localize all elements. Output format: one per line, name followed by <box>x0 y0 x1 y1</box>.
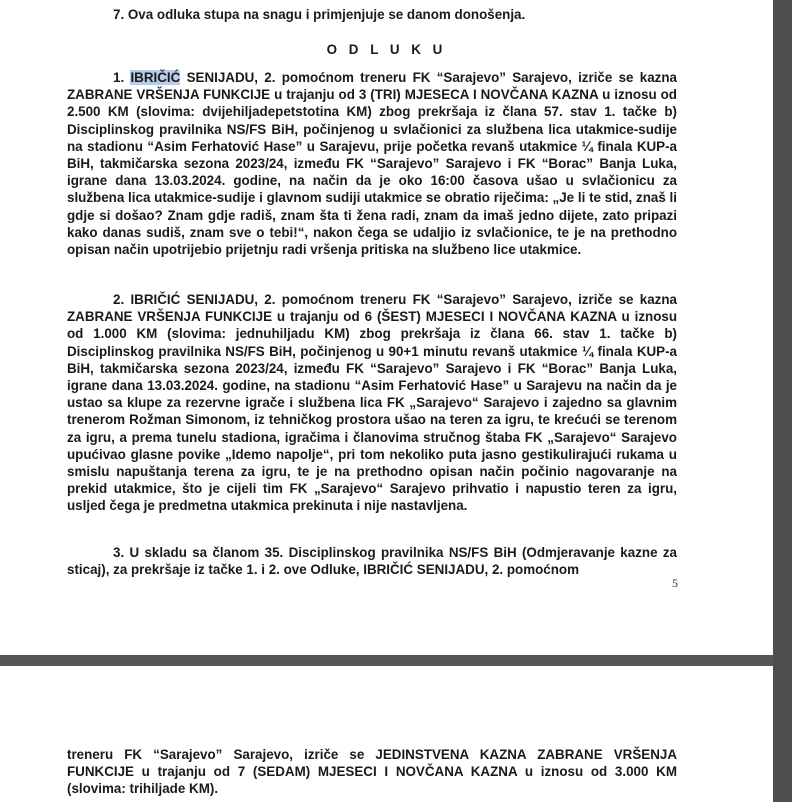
document-page-6 <box>0 666 773 802</box>
page-number: 5 <box>672 576 678 590</box>
item-7-text: 7. Ova odluka stupa na snagu i primjenjuje se danom donošenja. <box>113 7 526 22</box>
decision-item-1 <box>67 69 677 258</box>
decision-item-3 <box>67 544 677 578</box>
decision-item-2 <box>67 291 677 515</box>
viewer-scroll-area[interactable] <box>773 0 792 802</box>
item-3-text: 3. U skladu sa članom 35. Disciplinskog pravilnika NS/FS BiH (Odmjeravanje kazne za sticaj), za prekršaje iz tačke 1. i 2. ove Odluke, IBRIČIĆ SENIJADU, 2. pomoćnom <box>67 545 677 578</box>
item-3-continued-text: treneru FK “Sarajevo” Sarajevo, izriče se JEDINSTVENA KAZNA ZABRANE VRŠENJA FUNKCIJE u trajanju od 7 (SEDAM) MJESECI I NOVČANA KAZNA u iznosu od 3.000 KM (slovima: trihiljade KM). <box>67 747 677 797</box>
section-heading: O D L U K U <box>326 42 447 57</box>
selected-text-highlight[interactable]: IBRIČIĆ <box>130 70 181 85</box>
item-2-text: 2. IBRIČIĆ SENIJADU, 2. pomoćnom treneru FK “Sarajevo” Sarajevo, izriče se kazna ZABRANE VRŠENJA FUNKCIJE u trajanju od 6 (ŠEST) MJESECI I NOVČANA KAZNA u iznosu od 1.000 KM (slovima: jednuhiljadu KM) zbog prekršaja iz člana 66. stav 1. tačke b) Disciplinskog pravilnika NS/FS BiH, počinjenog u 90+1 minutu revanš utakmice ¼ finala KUP-a BiH, takmičarska sezona 2023/24, između FK “Sarajevo” Sarajevo i FK “Borac” Banja Luka, igrane dana 13.03.2024. godine, na stadionu “Asim Ferhatović Hase” u Sarajevu na način da je ustao sa klupe za rezervne igrače i službena lica FK „Sarajevo“ Sarajevo i zajedno sa glavnim trenerom Rožman Simonom, iz tehničkog prostora ušao na teren za igru, te krećući se terenom za igru, a prema tunelu stadiona, igračima i članovima stručnog štaba FK „Sarajevo“ Sarajevo upućivao glasne povike „Idemo napolje“, pri tom nekoliko puta jasno gestikulirajući rukama u smislu napuštanja terena za igru, te je na prethodno opisan način počinio nagovaranje na prekid utakmice, što je cijeli tim FK „Sarajevo“ Sarajevo prihvatio i napustio teren za igru, usljed čega je predmetna utakmica prekinuta i nije nastavljena. <box>67 292 677 514</box>
item-1-number: 1. <box>113 70 131 85</box>
item-1-text <box>67 69 677 258</box>
item-1-body: SENIJADU, 2. pomoćnom treneru FK “Sarajevo” Sarajevo, izriče se kazna ZABRANE VRŠENJA FUNKCIJE u trajanju od 3 (TRI) MJESECA I NOVČANA KAZNA u iznosu od 2.500 KM (slovima: dvijehiljadepetstotina KM) zbog prekršaja iz člana 57. stav 1. tačke b) Disciplinskog pravilnika NS/FS BiH, počinjenog u svlačionici za službena lica utakmice-sudije na stadionu “Asim Ferhatović Hase” u Sarajevu, prije početka revanš utakmice ¼ finala KUP-a BiH, takmičarska sezona 2023/24, između FK “Sarajevo” Sarajevo i FK “Borac” Banja Luka, igrane dana 13.03.2024. godine, na način da je oko 16:00 časova ušao u svlačionicu za službena lica utakmice-sudije i glavnom sudiji utakmice se obratio riječima: „Je li te stid, znaš li gdje si došao? Znam gdje radiš, znam šta ti žena radi, znam da imaš jedno dijete, zato pripazi kako danas sudiš, znam sve o tebi!“, nakon čega se udaljio iz svlačionice, te je na prethodno opisan način upotrijebio prijetnju radi vršenja pritiska na službeno lice utakmice. <box>67 70 677 258</box>
decision-item-7 <box>67 6 677 23</box>
decision-item-3-continued <box>67 746 677 798</box>
